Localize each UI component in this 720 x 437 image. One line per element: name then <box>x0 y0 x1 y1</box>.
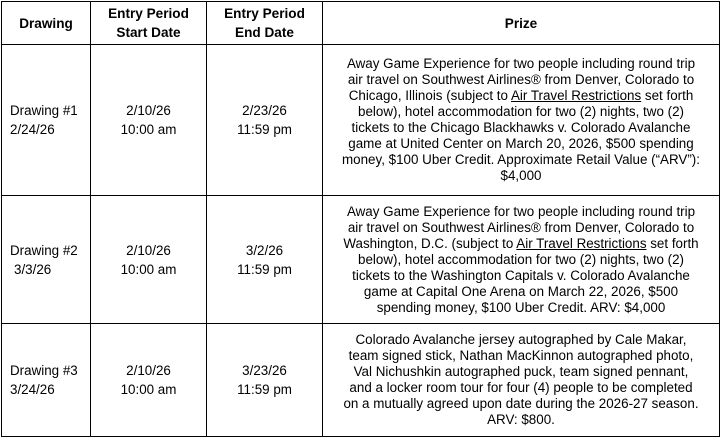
prize-line: below), hotel accommodation for two (2) nights, two (2) <box>358 251 684 267</box>
start-time: 10:00 am <box>120 122 177 137</box>
drawing-name: Drawing #2 <box>10 242 78 258</box>
drawing-date: 3/24/26 <box>10 382 55 397</box>
prize-line <box>327 236 715 252</box>
prize-line: air travel on Southwest Airlines® from Denver, Colorado to <box>347 219 695 235</box>
drawing-cell <box>2 45 91 196</box>
prize-line: tickets to the Washington Capitals v. Colorado Avalanche <box>352 267 690 283</box>
end-time: 11:59 pm <box>237 122 292 137</box>
drawing-date: 2/24/26 <box>10 122 55 137</box>
prize-line: Away Game Experience for two people including round trip <box>346 203 696 219</box>
prize-line: money, $100 Uber Credit. Approximate Retail Value (“ARV”): <box>342 152 700 167</box>
prize-line: below), hotel accommodation for two (2) nights, two (2) <box>358 104 684 119</box>
prize-text: set forth <box>641 88 694 103</box>
table-row <box>2 324 720 437</box>
prize-line: spending money, $100 Uber Credit. ARV: $4,000 <box>376 299 666 315</box>
prize-cell <box>323 196 720 324</box>
table-row <box>2 196 720 324</box>
end-date-cell <box>207 324 323 437</box>
start-time: 10:00 am <box>120 382 177 397</box>
header-start-date <box>91 2 207 45</box>
drawing-cell <box>2 196 91 324</box>
start-date: 2/10/26 <box>126 103 171 118</box>
header-prize-label: Prize <box>504 15 538 31</box>
end-time: 11:59 pm <box>237 261 292 277</box>
end-date: 3/23/26 <box>242 363 287 378</box>
drawing-name: Drawing #1 <box>10 103 78 118</box>
drawing-cell <box>2 324 91 437</box>
start-date-cell <box>91 324 207 437</box>
end-date: 3/2/26 <box>245 242 284 258</box>
header-end-line1: Entry Period <box>224 6 305 21</box>
header-start-line2: Start Date <box>116 25 181 40</box>
prize-line: Away Game Experience for two people including round trip <box>346 56 696 71</box>
end-time: 11:59 pm <box>237 382 292 397</box>
prize-line <box>327 88 715 104</box>
air-travel-restrictions-link[interactable]: Air Travel Restrictions <box>516 235 647 251</box>
header-drawing <box>2 2 91 45</box>
prize-line: Colorado Avalanche jersey autographed by Cale Makar, <box>355 332 687 347</box>
prize-line: on a mutually agreed upon date during the 2026-27 season. <box>343 396 699 411</box>
header-end-line2: End Date <box>235 25 294 40</box>
prize-line: game at Capital One Arena on March 22, 2026, $500 <box>363 283 679 299</box>
prize-line: ARV: $800. <box>487 412 555 427</box>
table-header-row <box>2 2 720 45</box>
end-date: 2/23/26 <box>242 103 287 118</box>
prize-line: and a locker room tour for four (4) people to be completed <box>349 380 693 395</box>
start-date-cell <box>91 196 207 324</box>
start-date: 2/10/26 <box>126 242 171 258</box>
prize-schedule-table <box>1 1 720 437</box>
header-prize <box>323 2 720 45</box>
prize-text: Chicago, Illinois (subject to <box>348 88 511 103</box>
drawing-date: 3/3/26 <box>14 261 52 277</box>
prize-line: team signed stick, Nathan MacKinnon autographed photo, <box>348 348 694 363</box>
prize-line: $4,000 <box>500 168 542 183</box>
prize-text: set forth <box>646 235 699 251</box>
prize-line: Val Nichushkin autographed puck, team signed pennant, <box>353 364 689 379</box>
header-start-line1: Entry Period <box>108 6 189 21</box>
header-drawing-label: Drawing <box>19 15 73 31</box>
prize-text: Washington, D.C. (subject to <box>343 235 517 251</box>
header-end-date <box>207 2 323 45</box>
prize-cell <box>323 324 720 437</box>
start-date: 2/10/26 <box>126 363 171 378</box>
prize-line: tickets to the Chicago Blackhawks v. Colorado Avalanche <box>351 120 691 135</box>
start-date-cell <box>91 45 207 196</box>
start-time: 10:00 am <box>120 261 177 277</box>
prize-line: game at United Center on March 20, 2026, $500 spending <box>348 136 694 151</box>
prize-line: air travel on Southwest Airlines® from Denver, Colorado to <box>347 72 695 87</box>
drawing-name: Drawing #3 <box>10 363 78 378</box>
prize-cell <box>323 45 720 196</box>
end-date-cell <box>207 45 323 196</box>
end-date-cell <box>207 196 323 324</box>
table-row <box>2 45 720 196</box>
air-travel-restrictions-link[interactable]: Air Travel Restrictions <box>510 88 642 103</box>
